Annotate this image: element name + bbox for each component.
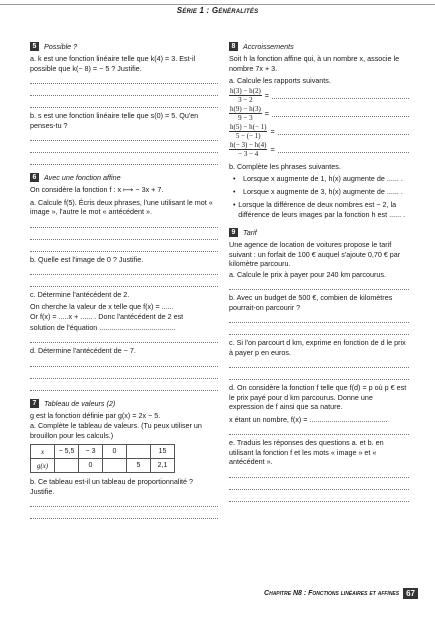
answer-line[interactable] [30, 497, 218, 507]
ratio-denominator: 3 − 2 [238, 95, 253, 104]
exercise-number: 7 [30, 399, 39, 408]
exercise-title: Tarif [243, 228, 257, 237]
answer-line[interactable] [229, 280, 409, 290]
exercise-title: Avec une fonction affine [44, 173, 121, 182]
answer-line[interactable] [30, 509, 218, 519]
answer-line[interactable] [229, 480, 409, 490]
answer-line[interactable] [30, 74, 218, 84]
question-a: a. Calcule f(5). Écris deux phrases, l'une utilisant le mot « image », l'autre le mot « antécédent ». [30, 197, 213, 216]
list-item [233, 200, 409, 220]
answer-line[interactable] [272, 91, 409, 99]
values-table [30, 444, 175, 473]
bullet-icon: • [233, 174, 236, 183]
question-d: d. On considère la fonction f telle que f(d) = p où p € est le prix payé pour d km parcourus. Donne une expression de f ainsi que sa nature. [229, 383, 407, 411]
exercise-intro: On considère la fonction f : x ⟼ − 3x + 7. [30, 185, 164, 194]
question-b: b. Quelle est l'image de 0 ? Justifie. [30, 254, 144, 264]
series-title: Série 1 : Généralités [176, 6, 259, 15]
answer-line[interactable] [30, 242, 218, 252]
answer-line[interactable] [30, 143, 218, 153]
exercise-number: 9 [229, 228, 238, 237]
exercise-7 [30, 399, 218, 520]
ratio-numerator: h(− 3) − h(4) [230, 140, 267, 149]
table-cell: x [31, 445, 55, 459]
answer-line[interactable] [30, 369, 218, 379]
answer-line[interactable] [229, 358, 409, 368]
table-cell: − 3 [79, 445, 103, 459]
page-header [0, 0, 435, 20]
list-item-text: Lorsque x augmente de 1, h(x) augmente de ...... . [243, 174, 403, 183]
question-a: a. k est une fonction linéaire telle que k(4) = 3. Est-il possible que k(− 8) = − 5 ? Justifie. [30, 54, 196, 73]
exercise-9 [229, 228, 409, 502]
question-e: e. Traduis les réponses des questions a. et b. en utilisant la fonction f et les mots « image » et « antécédent ». [229, 438, 384, 466]
answer-line[interactable] [30, 381, 218, 391]
equals-sign: = [264, 108, 269, 118]
answer-line[interactable] [278, 145, 409, 153]
table-cell: 5 [127, 459, 151, 473]
answer-line[interactable] [272, 109, 409, 117]
exercise-title: Possible ? [44, 42, 78, 51]
bullet-icon: • [233, 187, 236, 196]
answer-line[interactable] [229, 468, 409, 478]
ratio-numerator: h(3) − h(2) [230, 86, 261, 95]
ratio-4 [229, 141, 409, 158]
exercise-number: 5 [30, 42, 39, 51]
table-cell: 0 [103, 445, 127, 459]
question-b: b. Avec un budget de 500 €, combien de kilomètres pourrait-on parcourir ? [229, 293, 393, 312]
list-item [233, 174, 409, 184]
table-cell: 15 [151, 445, 175, 459]
bullet-icon: • [233, 200, 236, 209]
ratio-denominator: 9 − 3 [238, 113, 253, 122]
equals-sign: = [270, 144, 275, 154]
page-number: 67 [403, 588, 418, 599]
answer-line[interactable] [30, 265, 218, 275]
answer-line[interactable] [30, 277, 218, 287]
answer-line[interactable] [30, 357, 218, 367]
table-cell-input[interactable] [103, 459, 127, 473]
answer-line[interactable] [30, 131, 218, 141]
question-c-line2: Or f(x) = .....x + ...... . Donc l'antécédent de 2 est [30, 312, 184, 321]
ratio-numerator: h(5) − h(− 1) [230, 122, 267, 131]
table-cell-input[interactable] [55, 459, 79, 473]
table-cell: 2,1 [151, 459, 175, 473]
question-b: b. Ce tableau est-il un tableau de proportionnalité ? Justifie. [30, 477, 194, 496]
question-c: c. Si l'on parcourt d km, exprime en fonction de d le prix à payer p en euros. [229, 338, 406, 357]
list-item [233, 187, 409, 197]
exercise-intro: g est la fonction définie par g(x) = 2x − 5. [30, 410, 161, 420]
question-b: b. Complète les phrases suivantes. [229, 161, 341, 171]
ratio-1 [229, 87, 409, 104]
question-c-line1: On cherche la valeur de x telle que f(x) = ...... [30, 301, 174, 311]
table-cell-input[interactable] [127, 445, 151, 459]
table-row [31, 459, 175, 473]
exercise-title: Tableau de valeurs (2) [44, 398, 116, 408]
answer-line[interactable] [30, 98, 218, 108]
question-d-line1: x étant un nombre, f(x) = ....................................... [229, 414, 388, 424]
answer-line[interactable] [229, 370, 409, 380]
answer-line[interactable] [229, 425, 409, 435]
question-c: c. Détermine l'antécédent de 2. [30, 290, 130, 299]
question-a: a. Complète le tableau de valeurs. (Tu peux utiliser un brouillon pour les calculs.) [30, 421, 202, 440]
question-a: a. Calcule le prix à payer pour 240 km parcourus. [229, 269, 387, 279]
exercise-number: 8 [229, 42, 238, 51]
equals-sign: = [270, 126, 275, 136]
list-item-text: Lorsque la différence de deux nombres est − 2, la différence de leurs images par la fonction h est ...... . [238, 200, 406, 219]
ratio-denominator: 5 − (− 1) [235, 131, 261, 140]
answer-line[interactable] [30, 218, 218, 228]
answer-line[interactable] [30, 86, 218, 96]
ratio-denominator: − 3 − 4 [238, 149, 259, 158]
page-footer [228, 587, 418, 599]
answer-line[interactable] [229, 492, 409, 502]
exercise-8 [229, 42, 409, 220]
ratio-numerator: h(9) − h(3) [230, 104, 261, 113]
question-d: d. Détermine l'antécédent de − 7. [30, 346, 136, 355]
question-a: a. Calcule les rapports suivants. [229, 76, 331, 85]
chapter-title: Chapitre N8 : Fonctions linéaires et affines [264, 589, 400, 597]
question-c-line3: solution de l'équation ...................................... [30, 322, 176, 332]
answer-line[interactable] [278, 127, 409, 135]
table-row [31, 445, 175, 459]
answer-line[interactable] [229, 325, 409, 335]
answer-line[interactable] [30, 155, 218, 165]
equals-sign: = [264, 90, 269, 100]
exercise-title: Accroissements [243, 42, 294, 51]
ratio-3 [229, 123, 409, 140]
exercise-intro: Une agence de location de voitures propose le tarif suivant : un forfait de 100 € auquel s'ajoute 0,70 € par kilomètre parcouru. [229, 240, 401, 268]
exercise-6 [30, 173, 218, 391]
exercise-5 [30, 42, 218, 165]
exercise-number: 6 [30, 173, 39, 182]
header-rule [0, 4, 435, 5]
left-column [30, 42, 218, 521]
right-column [229, 42, 409, 504]
table-cell: g(x) [31, 459, 55, 473]
ratio-2 [229, 105, 409, 122]
table-cell: − 5,5 [55, 445, 79, 459]
list-item-text: Lorsque x augmente de 3, h(x) augmente de ...... . [243, 187, 403, 196]
table-cell: 0 [79, 459, 103, 473]
exercise-intro: Soit h la fonction affine qui, à un nombre x, associe le nombre 7x + 3. [229, 54, 400, 73]
question-b: b. s est une fonction linéaire telle que s(0) = 5. Qu'en penses-tu ? [30, 111, 199, 130]
answer-line[interactable] [30, 333, 218, 343]
answer-line[interactable] [229, 313, 409, 323]
answer-line[interactable] [30, 230, 218, 240]
